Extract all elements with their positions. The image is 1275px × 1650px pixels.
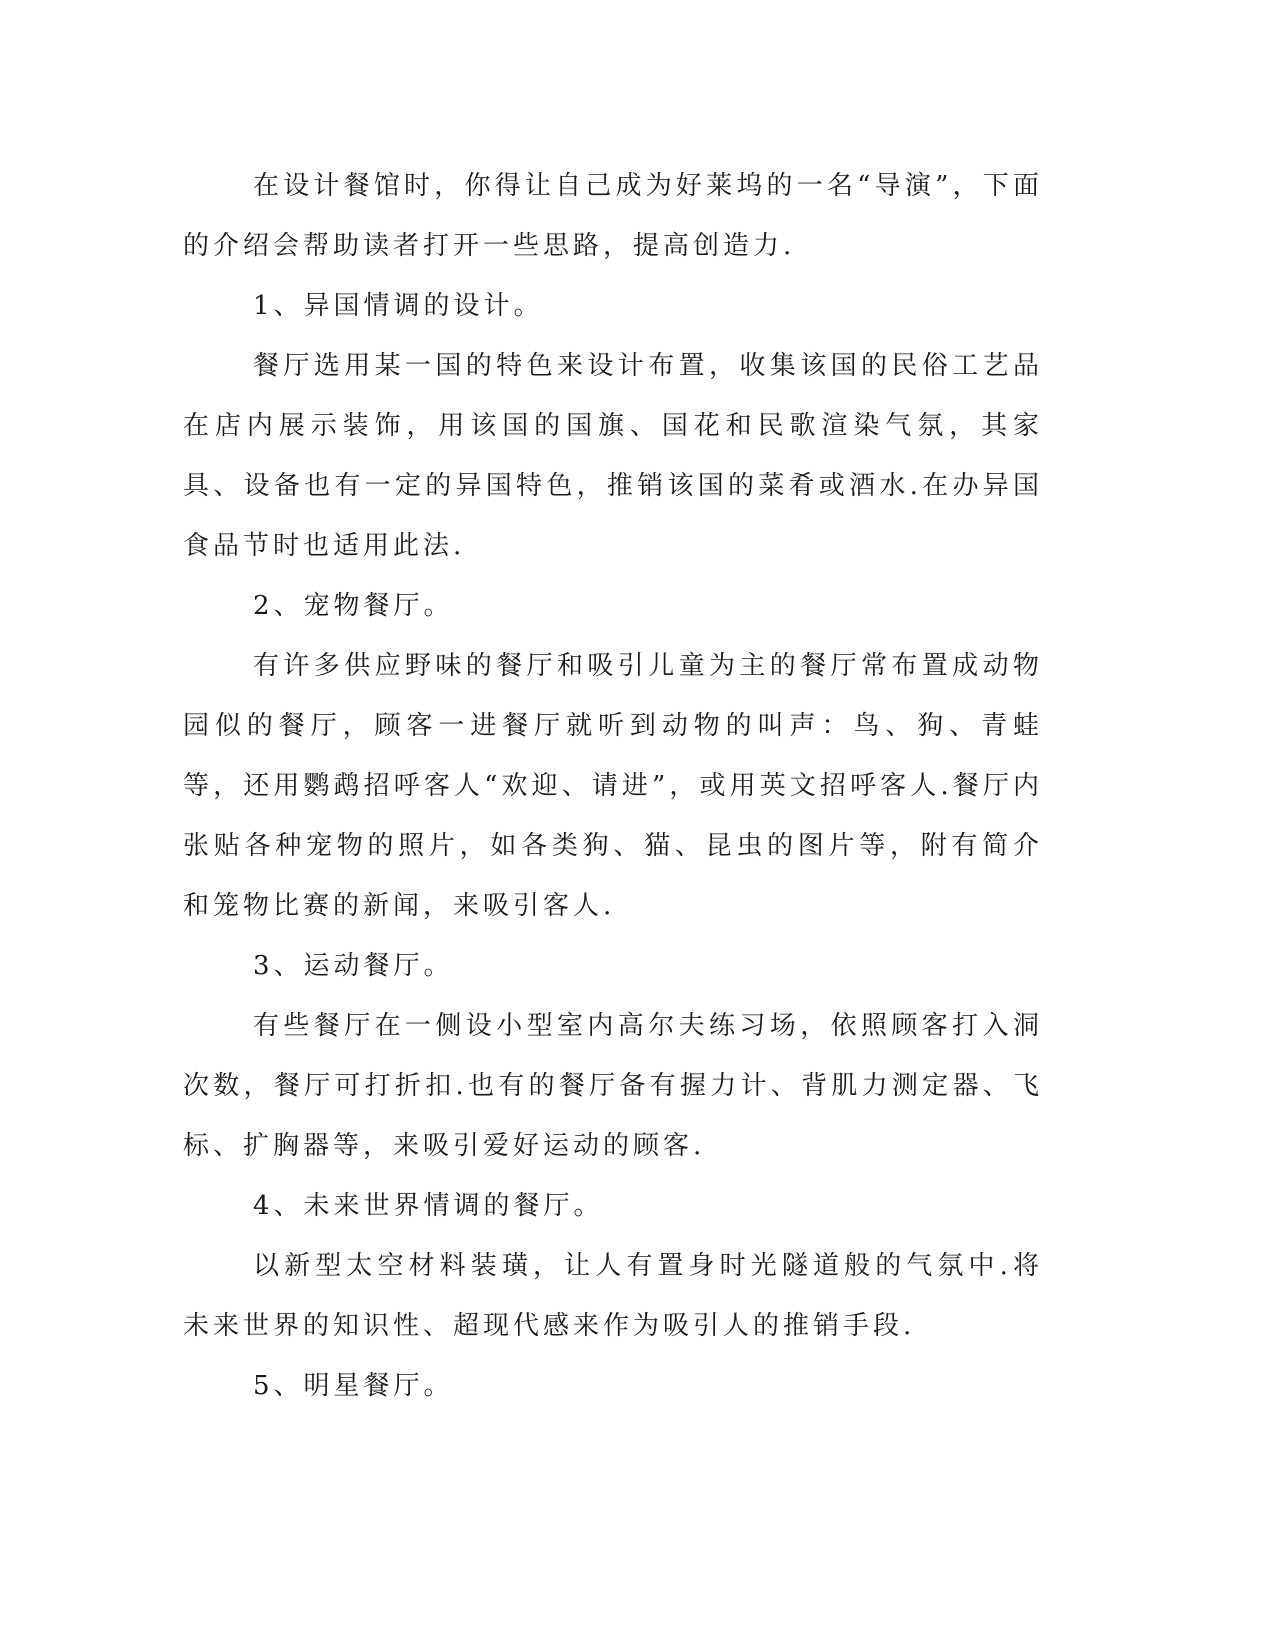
section-paragraph-3: 有些餐厅在一侧设小型室内高尔夫练习场，依照顾客打入洞次数，餐厅可打折扣.也有的餐厅备有握力计、背肌力测定器、飞标、扩胸器等，来吸引爱好运动的顾客. (183, 1011, 1043, 1161)
section-paragraph-4: 以新型太空材料装璜，让人有置身时光隧道般的气氛中.将未来世界的知识性、超现代感来作为吸引人的推销手段. (183, 1251, 1043, 1341)
section-paragraph-2: 有许多供应野味的餐厅和吸引儿童为主的餐厅常布置成动物园似的餐厅，顾客一进餐厅就听到动物的叫声：鸟、狗、青蛙等，还用鹦鹉招呼客人“欢迎、请进”，或用英文招呼客人.餐厅内张贴各种宠物的照片，如各类狗、猫、昆虫的图片等，附有简介和笼物比赛的新闻，来吸引客人. (183, 651, 1043, 921)
section-heading-3: 3、运动餐厅。 (253, 951, 454, 981)
section-heading-2: 2、宠物餐厅。 (253, 591, 454, 621)
section-heading-4: 4、未来世界情调的餐厅。 (253, 1191, 604, 1221)
section-heading-5: 5、明星餐厅。 (253, 1371, 454, 1401)
section-paragraph-1: 餐厅选用某一国的特色来设计布置，收集该国的民俗工艺品在店内展示装饰，用该国的国旗、国花和民歌渲染气氛，其家具、设备也有一定的异国特色，推销该国的菜肴或酒水.在办异国食品节时也适用此法. (183, 351, 1043, 561)
section-heading-1: 1、异国情调的设计。 (253, 291, 544, 321)
document-body (183, 156, 1043, 1416)
intro-paragraph: 在设计餐馆时，你得让自己成为好莱坞的一名“导演”，下面的介绍会帮助读者打开一些思路，提高创造力. (183, 171, 1043, 261)
